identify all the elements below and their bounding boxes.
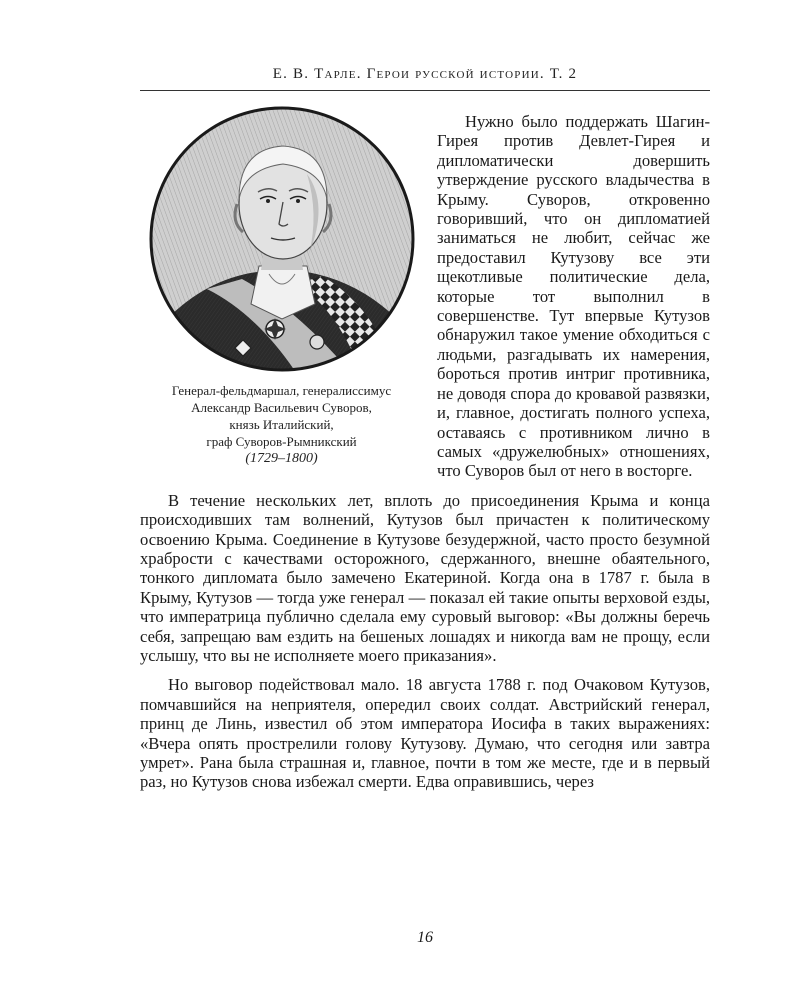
paragraph: Нужно было поддержать Шагин-Гирея против Девлет-Гирея и дипломатически довершить утверждение русского владычества в Крыму. Суворов, откровенно говоривший, что он дипломатией заниматься не любит, сейчас же предоставил Кутузову все эти щекотливые политические дела, которые тот выполнил в совершенстве. Тут впервые Кутузов обнаружил такое умение обходиться с людьми, разгадывать их намерения, бороться против интриг противника, не доводя спора до кровавой развязки, и, главное, достигать полного успеха, оставаясь с противником лично в самых «дружелюбных» отношениях, что Суворов был от него в восторге. <box>437 112 710 481</box>
caption-line: Генерал-фельдмаршал, генералиссимус <box>171 383 392 398</box>
caption-line: Александр Васильевич Суворов, <box>191 400 372 415</box>
body-text <box>140 112 710 802</box>
caption-line: князь Италийский, <box>229 417 334 432</box>
header-rule <box>140 90 710 91</box>
page-number: 16 <box>417 929 433 946</box>
figure-float-spacer <box>140 112 437 490</box>
paragraph: Но выговор подействовал мало. 18 августа 1788 г. под Очаковом Кутузов, помчавшийся на неприятеля, опередил своих солдат. Австрийский генерал, принц де Линь, известил об этом императора Иосифа в таких выражениях: «Вчера опять прострелили голову Кутузову. Думаю, что сегодня или завтра умрет». Рана была страшная и, главное, почти в том же месте, где и в первый раз, но Кутузов снова избежал смерти. Едва оправившись, через <box>140 675 710 792</box>
caption-years: (1729–1800) <box>245 451 318 466</box>
running-header: Е. В. Тарле. Герои русской истории. Т. 2 <box>272 66 578 82</box>
caption-line: граф Суворов-Рымникский <box>206 434 357 449</box>
paragraph: В течение нескольких лет, вплоть до присоединения Крыма и конца происходивших там волнений, Кутузов был причастен к политическому освоению Крыма. Соединение в Кутузове безудержной, часто просто безумной храбрости с качествами осторожного, сдержанного, внешне обаятельного, тонкого дипломата было замечено Екатериной. Когда она в 1787 г. была в Крыму, Кутузов — тогда уже генерал — показал ей такие опыты верховой езды, что императрица публично сделала ему суровый выговор: «Вы должны беречь себя, запрещаю вам ездить на бешеных лошадях и никогда вам не прощу, если услышу, что вы не исполняете моего приказания». <box>140 490 710 665</box>
